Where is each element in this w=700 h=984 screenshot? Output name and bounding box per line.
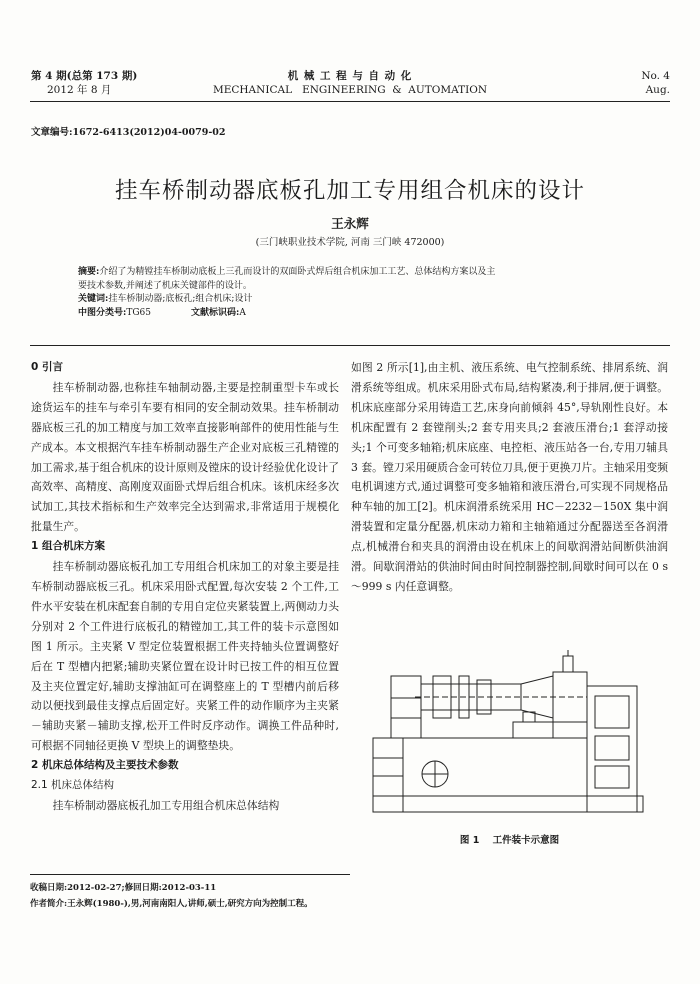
article-id: 文章编号:1672-6413(2012)04-0079-02 (31, 127, 226, 138)
section-heading-scheme: 1 组合机床方案 (31, 540, 105, 553)
paragraph-right: 如图 2 所示[1],由主机、液压系统、电气控制系统、排屑系统、润滑系统等组成。机床采用卧式布局,结构紧凑,利于排屑,便于调整。机床底座部分采用铸造工艺,床身向前倾斜 45°,导轨刚性良好。本机床配置有 2 套镗削头;2 套专用夹具;2 套液压滑台;1 套浮动接头;1 个可变多轴箱;机床底座、电控柜、液压站各一台,专用刀辅具 3 套。镗刀采用硬质合金可转位刀具,便于更换刀片。主轴采用变频电机调速方式,通过调整可变多轴箱和液压滑台,可实现不同规格品种车轴的加工[2]。机床润滑系统采用 HC－2232－150X 集中润滑装置和定量分配器,机床动力箱和主轴箱通过分配器送至各润滑点,机械滑台和夹具的润滑由设在机床上的间歇润滑站间断供油润滑。间歇润滑站的供油时间由时间控制器控制,间歇时间可以在 0 s～999 s 内任意调整。 (351, 361, 668, 593)
right-column (351, 358, 668, 597)
doc-code: A (239, 307, 246, 318)
section-heading-intro: 0 引言 (31, 361, 63, 373)
received-date: 收稿日期:2012-02-27;修回日期:2012-03-11 (30, 883, 217, 893)
paragraph-structure: 挂车桥制动器底板孔加工专用组合机床总体结构 (52, 798, 280, 812)
author-bio: 作者简介:王永辉(1980-),男,河南南阳人,讲师,硕士,研究方向为控制工程。 (30, 899, 313, 909)
paragraph-scheme: 挂车桥制动器底板孔加工专用组合机床加工的对象主要是挂车桥制动器底板三孔。机床采用卧式配置,每次安装 2 个工件,工件水平安装在机床配套自制的专用自定位夹紧装置上,两侧动力头分别对 2 个工件进行底板孔的精镗加工,其工件的装卡示意图如图 1 所示。主夹紧 V 型定位装置根据工件夹持轴头位置调整好后在 T 型槽内把紧;辅助夹紧位置在设计时已按工件的相互位置及主夹位置定好,辅助支撑油缸可在调整座上的 T 型槽内前后移动以便找到最佳支撑点后固定好。夹紧工件的动作顺序为主夹紧－辅助夹紧－辅助支撑,松开工件时反序动作。调换工件品种时,可根据不同轴径更换 V 型块上的调整垫块。 (31, 560, 339, 753)
machine-base (403, 738, 587, 812)
abstract (78, 266, 623, 320)
left-tower (391, 676, 421, 738)
clc-label: 中图分类号: (78, 307, 127, 318)
header-rule (30, 101, 670, 102)
clc-code: TG65 (126, 307, 151, 318)
abstract-label: 摘要: (78, 267, 100, 277)
paragraph-intro: 挂车桥制动器,也称挂车轴制动器,主要是控制重型卡车或长途货运车的挂车与牵引车要有相同的安全制动效果。挂车桥制动器底板三孔的加工精度与加工效率直接影响部件的使用性能与生产成本。本文根据汽车挂车桥制动器生产企业对底板三孔精镗的加工需求,基于组合机床的设计原则及镗床的设计经验优化设计了高效率、高精度、高刚度双面卧式焊后组合机床。该机床经多次试加工,其技术指标和生产效率完全达到需求,非常适用于规模化批量生产。 (31, 380, 339, 534)
abstract-text-2: 要技术参数,并阐述了机床关键部件的设计。 (78, 280, 252, 291)
issue-date: 2012 年 8 月 (47, 84, 112, 96)
abstract-text-1: 介绍了为精镗挂车桥制动底板上三孔而设计的双面卧式焊后组合机床加工工艺、总体结构方案以及主 (99, 267, 496, 277)
base-plate (373, 796, 643, 812)
author: 王永辉 (331, 216, 369, 231)
abstract-rule (30, 345, 670, 346)
issue-number-en: No. 4 (641, 70, 670, 82)
footnote-rule (30, 874, 350, 875)
footnote (30, 880, 670, 912)
journal-name-en: MECHANICAL ENGINEERING & AUTOMATION (212, 84, 488, 96)
keywords-label: 关键词: (78, 294, 109, 304)
doc-code-label: 文献标识码: (190, 307, 240, 318)
paper-title: 挂车桥制动器底板孔加工专用组合机床的设计 (114, 178, 585, 204)
fixture-drawing (363, 646, 663, 818)
issue-number: 第 4 期(总第 173 期) (31, 70, 138, 82)
affiliation: (三门峡职业技术学院, 河南 三门峡 472000) (255, 237, 445, 248)
subsection-heading: 2.1 机床总体结构 (31, 779, 115, 792)
left-column (31, 358, 339, 816)
figure-1-caption: 图 1 工件装卡示意图 (459, 835, 560, 846)
section-heading-structure: 2 机床总体结构及主要技术参数 (31, 759, 179, 772)
issue-month-en: Aug. (645, 84, 670, 96)
keywords: 挂车桥制动器;底板孔;组合机床;设计 (108, 294, 253, 304)
figure-1 (363, 646, 663, 818)
journal-name-cn: 机 械 工 程 与 自 动 化 (287, 70, 413, 82)
